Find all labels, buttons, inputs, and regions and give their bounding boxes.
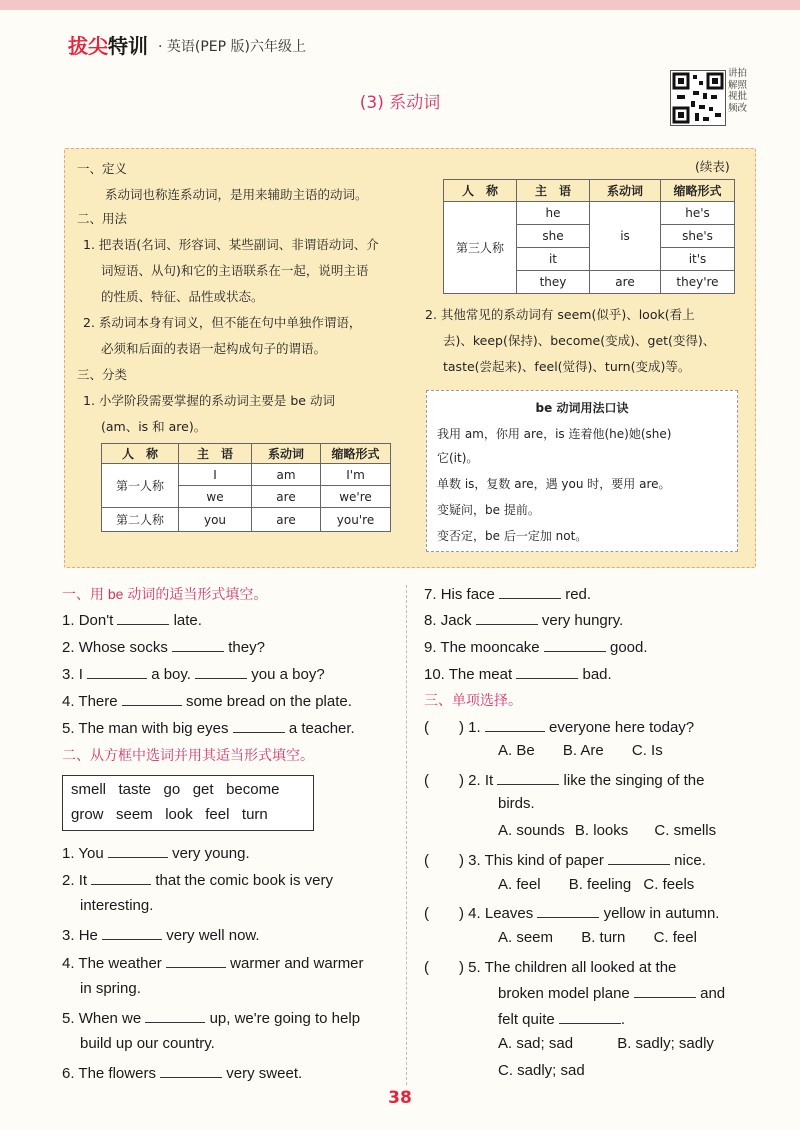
mnemonic-box [426, 390, 738, 552]
ex3-q3-options [498, 876, 694, 893]
item-text: very young. [172, 845, 250, 862]
col-header-linking-verb: 系动词 [252, 444, 321, 464]
option-a[interactable]: A. feel [498, 876, 541, 893]
item-number: 4. [468, 905, 481, 922]
item-text: His face [440, 586, 495, 603]
ex2-item-2 [62, 870, 333, 889]
item-number: 10. [424, 666, 445, 683]
item-number: 4. [62, 955, 75, 972]
qr-label-char: 讲 [728, 68, 738, 79]
option-b[interactable]: B. turn [581, 929, 626, 946]
answer-blank[interactable] [499, 584, 561, 599]
item-text: He [78, 927, 98, 944]
ex1-item-5 [62, 718, 355, 737]
answer-blank[interactable] [172, 637, 224, 652]
ex3-q5-options [498, 1035, 714, 1052]
ex2-item-3 [62, 925, 260, 944]
item-text: I [78, 666, 83, 683]
item-text: up, we're going to help [209, 1010, 361, 1027]
ex2-item-2-cont: interesting. [80, 897, 154, 914]
ex2-item-1 [62, 843, 250, 862]
qr-label-char: 改 [737, 102, 748, 114]
be-verb-table-2 [443, 179, 735, 294]
item-number: 4. [62, 693, 75, 710]
ex2-item-4 [62, 953, 364, 972]
item-text: a teacher. [288, 720, 355, 737]
answer-blank[interactable] [537, 903, 599, 918]
ex3-q2 [424, 769, 704, 790]
qr-label-char: 批 [737, 91, 748, 102]
col-header-linking-verb: 系动词 [590, 180, 661, 202]
table-cell: am [252, 464, 321, 486]
item-text: broken model plane [498, 985, 630, 1002]
item-text: There [78, 693, 118, 710]
ex2-item-6 [62, 1063, 302, 1082]
continued-label: (续表) [695, 159, 730, 174]
mnemonic-line: 变否定，be 后一定加 not。 [437, 529, 588, 543]
ex2-item-9 [424, 637, 648, 656]
ex3-q5-line-3 [498, 1009, 625, 1028]
item-text: nice. [674, 852, 706, 869]
qr-label-char: 拍 [737, 68, 748, 79]
table-cell: we're [321, 486, 391, 508]
item-number: 1. [468, 719, 481, 736]
item-text: red. [565, 586, 592, 603]
option-a[interactable]: A. seem [498, 929, 554, 946]
option-a[interactable]: A. sad; sad [498, 1035, 574, 1052]
ex1-item-1 [62, 610, 202, 629]
item-text: late. [173, 612, 202, 629]
table-cell: they [517, 271, 590, 294]
exercise-3-title: 三、单项选择。 [424, 692, 522, 708]
ex2-item-5 [62, 1008, 360, 1027]
word-bank-box [62, 775, 314, 831]
item-text: Whose socks [78, 639, 168, 656]
answer-blank[interactable] [87, 664, 147, 679]
qr-label-char: 解 [728, 79, 738, 91]
item-number: 2. [62, 872, 75, 889]
item-text: Don't [78, 612, 114, 629]
answer-blank[interactable] [476, 610, 538, 625]
heading-usage: 二、用法 [77, 211, 128, 226]
item-number: 2. [62, 639, 75, 656]
qr-code-label [728, 68, 750, 114]
answer-blank[interactable] [122, 691, 182, 706]
definition-text: 系动词也称连系动词，是用来辅助主语的动词。 [105, 187, 368, 202]
ex2-item-7 [424, 584, 591, 603]
item-text: everyone here today? [549, 719, 695, 736]
other-verbs-line-b: 去)、keep(保持)、become(变成)、get(变得)、 [443, 333, 716, 348]
item-text: It [484, 772, 494, 789]
table-cell: he's [661, 202, 735, 225]
table-cell: you [179, 508, 252, 532]
mnemonic-line: 变疑问，be 提前。 [437, 503, 540, 517]
ex2-item-10 [424, 664, 612, 683]
ex1-item-3 [62, 664, 325, 683]
option-b[interactable]: B. sadly; sadly [617, 1035, 714, 1052]
item-number: 8. [424, 612, 437, 629]
answer-blank[interactable] [634, 983, 696, 998]
usage-1-line-a: 1. 把表语(名词、形容词、某些副词、非谓语动词、介 [83, 237, 379, 252]
col-header-contraction: 缩略形式 [321, 444, 391, 464]
class-1-line-a: 1. 小学阶段需要掌握的系动词主要是 be 动词 [83, 393, 335, 408]
mnemonic-line: 单数 is，复数 are，遇 you 时，要用 are。 [437, 477, 671, 491]
ex1-item-4 [62, 691, 352, 710]
answer-blank[interactable] [108, 843, 168, 858]
ex3-q5-option-c[interactable]: C. sadly; sad [498, 1062, 585, 1079]
top-color-band [0, 0, 800, 10]
word-bank-row-2: grow seem look feel turn [71, 806, 268, 823]
table-cell-person: 第三人称 [444, 202, 517, 294]
item-text: The mooncake [440, 639, 540, 656]
item-text: very well now. [166, 927, 260, 944]
ex2-item-4-cont: in spring. [80, 980, 141, 997]
ex3-q4 [424, 902, 719, 923]
usage-1-line-c: 的性质、特征、品性或状态。 [101, 289, 264, 304]
item-text: . [620, 1011, 626, 1028]
ex3-q1-options [498, 742, 663, 759]
item-text: The children all looked at the [484, 959, 677, 976]
answer-bracket[interactable]: ( ) [424, 905, 464, 922]
item-text: warmer and warmer [230, 955, 364, 972]
ex3-q3 [424, 849, 706, 870]
option-c[interactable]: C. feel [653, 929, 697, 946]
item-text: bad. [582, 666, 612, 683]
brand-part-a: 拔尖 [68, 34, 108, 58]
answer-blank[interactable] [102, 925, 162, 940]
page-number: 38 [388, 1088, 412, 1108]
item-number: 7. [424, 586, 437, 603]
table-cell-person: 第二人称 [102, 508, 179, 532]
qr-code-icon[interactable] [670, 70, 726, 126]
answer-blank[interactable] [233, 718, 285, 733]
answer-bracket[interactable]: ( ) [424, 772, 464, 789]
table-cell: we [179, 486, 252, 508]
usage-2-line-a: 2. 系动词本身有词义，但不能在句中单独作谓语， [83, 315, 362, 330]
item-text: very hungry. [541, 612, 624, 629]
item-text: they? [228, 639, 265, 656]
answer-blank[interactable] [195, 664, 247, 679]
option-c[interactable]: C. smells [654, 822, 717, 839]
col-header-contraction: 缩略形式 [661, 180, 735, 202]
item-text: The weather [78, 955, 162, 972]
item-number: 1. [62, 612, 75, 629]
answer-blank[interactable] [559, 1009, 621, 1024]
item-text: and [700, 985, 726, 1002]
exercise-2-title: 二、从方框中选词并用其适当形式填空。 [62, 747, 314, 763]
item-text: good. [610, 639, 648, 656]
col-header-person: 人 称 [102, 444, 179, 464]
item-text: This kind of paper [484, 852, 604, 869]
answer-blank[interactable] [91, 870, 151, 885]
item-text: a boy. [151, 666, 191, 683]
answer-blank[interactable] [516, 664, 578, 679]
item-text: The man with big eyes [78, 720, 229, 737]
table-cell: is [590, 202, 661, 271]
other-verbs-line-a: 2. 其他常见的系动词有 seem(似乎)、look(看上 [425, 307, 695, 322]
table-cell: she [517, 225, 590, 248]
qr-label-char: 照 [737, 79, 748, 91]
table-cell: are [590, 271, 661, 294]
item-number: 5. [468, 959, 481, 976]
class-1-line-b: (am、is 和 are)。 [101, 419, 207, 434]
item-text: some bread on the plate. [185, 693, 352, 710]
answer-blank[interactable] [544, 637, 606, 652]
item-number: 9. [424, 639, 437, 656]
be-verb-table-1 [101, 443, 391, 532]
col-header-person: 人 称 [444, 180, 517, 202]
other-verbs-line-c: taste(尝起来)、feel(觉得)、turn(变成)等。 [443, 359, 691, 374]
ex3-q2-options [498, 822, 716, 839]
table-cell: are [252, 508, 321, 532]
table-cell: are [252, 486, 321, 508]
item-number: 6. [62, 1065, 75, 1082]
option-c[interactable]: C. Is [631, 742, 663, 759]
item-number: 3. [468, 852, 481, 869]
ex3-q5-line-2 [498, 983, 725, 1002]
ex3-q2-cont: birds. [498, 795, 535, 812]
ex2-item-5-cont: build up our country. [80, 1035, 215, 1052]
option-a[interactable]: A. sounds [498, 822, 565, 839]
item-number: 3. [62, 666, 75, 683]
table-cell: they're [661, 271, 735, 294]
item-text: You [78, 845, 104, 862]
item-text: When we [78, 1010, 142, 1027]
word-bank-row-1: smell taste go get become [71, 781, 280, 798]
item-text: very sweet. [226, 1065, 303, 1082]
table-cell-person: 第一人称 [102, 464, 179, 508]
ex2-item-8 [424, 610, 623, 629]
mnemonic-line: 我用 am，你用 are，is 连着他(he)她(she) [437, 427, 672, 441]
answer-bracket[interactable]: ( ) [424, 719, 464, 736]
brand-part-b: 特训 [108, 34, 148, 58]
ex3-q5 [424, 956, 676, 977]
item-number: 5. [62, 1010, 75, 1027]
heading-classification: 三、分类 [77, 367, 128, 382]
answer-blank[interactable] [117, 610, 169, 625]
item-text: It [78, 872, 88, 889]
col-header-subject: 主 语 [179, 444, 252, 464]
qr-label-char: 视 [728, 91, 738, 102]
item-number: 3. [62, 927, 75, 944]
ex3-q1 [424, 716, 694, 737]
col-header-subject: 主 语 [517, 180, 590, 202]
usage-2-line-b: 必须和后面的表语一起构成句子的谓语。 [101, 341, 327, 356]
answer-blank[interactable] [166, 953, 226, 968]
exercise-1-title: 一、用 be 动词的适当形式填空。 [62, 586, 268, 602]
item-text: The flowers [78, 1065, 156, 1082]
heading-definition: 一、定义 [77, 161, 128, 176]
item-text: The meat [448, 666, 513, 683]
table-cell: I'm [321, 464, 391, 486]
mnemonic-line: 它(it)。 [437, 451, 479, 465]
answer-bracket[interactable]: ( ) [424, 852, 464, 869]
item-text: yellow in autumn. [603, 905, 720, 922]
answer-blank[interactable] [497, 770, 559, 785]
table-cell: it's [661, 248, 735, 271]
item-text: Leaves [484, 905, 534, 922]
item-number: 1. [62, 845, 75, 862]
option-a[interactable]: A. Be [498, 742, 535, 759]
option-c[interactable]: C. feels [643, 876, 695, 893]
item-text: you a boy? [251, 666, 325, 683]
table-cell: I [179, 464, 252, 486]
column-divider [406, 585, 407, 1085]
ex3-q4-options [498, 929, 697, 946]
answer-blank[interactable] [608, 850, 670, 865]
item-number: 5. [62, 720, 75, 737]
option-b[interactable]: B. feeling [568, 876, 632, 893]
answer-blank[interactable] [160, 1063, 222, 1078]
brand-logo [68, 30, 148, 59]
mnemonic-title: be 动词用法口诀 [535, 401, 629, 415]
item-text: like the singing of the [563, 772, 705, 789]
answer-blank[interactable] [145, 1008, 205, 1023]
item-text: Jack [440, 612, 472, 629]
item-text: that the comic book is very [155, 872, 333, 889]
item-text: felt quite [498, 1011, 555, 1028]
section-title: (3) 系动词 [359, 93, 441, 113]
option-b[interactable]: B. Are [562, 742, 604, 759]
ex1-item-2 [62, 637, 265, 656]
option-b[interactable]: B. looks [574, 822, 629, 839]
qr-label-char: 频 [728, 102, 738, 114]
item-number: 2. [468, 772, 481, 789]
table-cell: she's [661, 225, 735, 248]
book-subtitle: · 英语(PEP 版)六年级上 [158, 39, 307, 55]
table-cell: it [517, 248, 590, 271]
table-cell: he [517, 202, 590, 225]
table-cell: you're [321, 508, 391, 532]
answer-blank[interactable] [485, 717, 545, 732]
usage-1-line-b: 词短语、从句)和它的主语联系在一起，说明主语 [101, 263, 369, 278]
answer-bracket[interactable]: ( ) [424, 959, 464, 976]
